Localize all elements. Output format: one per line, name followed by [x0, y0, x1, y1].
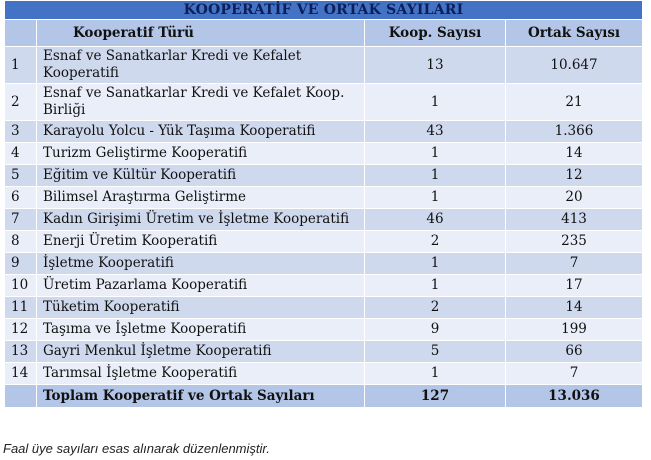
row-members: 10.647 [506, 47, 643, 84]
table-row [5, 121, 643, 143]
row-count: 1 [365, 187, 506, 209]
row-index: 9 [5, 253, 37, 275]
table-row [5, 209, 643, 231]
table-row [5, 253, 643, 275]
table-title: KOOPERATİF VE ORTAK SAYILARI [5, 1, 643, 20]
row-count: 1 [365, 275, 506, 297]
row-index: 1 [5, 47, 37, 84]
row-count: 5 [365, 341, 506, 363]
row-count: 1 [365, 84, 506, 121]
row-type: Taşıma ve İşletme Kooperatifi [37, 319, 365, 341]
row-type: Eğitim ve Kültür Kooperatifi [37, 165, 365, 187]
row-count: 13 [365, 47, 506, 84]
row-members: 12 [506, 165, 643, 187]
row-members: 7 [506, 363, 643, 385]
row-count: 9 [365, 319, 506, 341]
row-index: 14 [5, 363, 37, 385]
table-row [5, 47, 643, 84]
table-row [5, 341, 643, 363]
header-cooperative-type: Kooperatif Türü [37, 20, 365, 47]
row-count: 1 [365, 165, 506, 187]
header-index [5, 20, 37, 47]
row-members: 20 [506, 187, 643, 209]
table-row [5, 275, 643, 297]
row-index: 6 [5, 187, 37, 209]
row-type: Enerji Üretim Kooperatifi [37, 231, 365, 253]
total-count: 127 [365, 385, 506, 408]
table-header-row [5, 20, 643, 47]
row-index: 4 [5, 143, 37, 165]
row-members: 66 [506, 341, 643, 363]
row-members: 21 [506, 84, 643, 121]
row-type: Turizm Geliştirme Kooperatifi [37, 143, 365, 165]
row-type: Tüketim Kooperatifi [37, 297, 365, 319]
total-label: Toplam Kooperatif ve Ortak Sayıları [37, 385, 365, 408]
header-cooperative-count: Koop. Sayısı [365, 20, 506, 47]
row-type: Gayri Menkul İşletme Kooperatifi [37, 341, 365, 363]
row-count: 46 [365, 209, 506, 231]
row-index: 3 [5, 121, 37, 143]
table-row [5, 231, 643, 253]
row-type: Tarımsal İşletme Kooperatifi [37, 363, 365, 385]
row-members: 17 [506, 275, 643, 297]
table-row [5, 363, 643, 385]
table-row [5, 187, 643, 209]
row-members: 14 [506, 143, 643, 165]
row-members: 413 [506, 209, 643, 231]
row-type: Esnaf ve Sanatkarlar Kredi ve Kefalet Kooperatifi [37, 47, 365, 84]
table-row [5, 165, 643, 187]
table-row [5, 143, 643, 165]
cooperative-table-wrapper [4, 0, 642, 408]
row-index: 11 [5, 297, 37, 319]
table-row [5, 297, 643, 319]
row-index: 2 [5, 84, 37, 121]
row-type: İşletme Kooperatifi [37, 253, 365, 275]
row-members: 199 [506, 319, 643, 341]
row-count: 43 [365, 121, 506, 143]
row-count: 2 [365, 297, 506, 319]
row-type: Üretim Pazarlama Kooperatifi [37, 275, 365, 297]
row-members: 7 [506, 253, 643, 275]
row-index: 7 [5, 209, 37, 231]
row-count: 1 [365, 253, 506, 275]
total-index [5, 385, 37, 408]
table-row [5, 84, 643, 121]
row-members: 1.366 [506, 121, 643, 143]
footnote: Faal üye sayıları esas alınarak düzenlenmiştir. [3, 441, 270, 456]
row-count: 1 [365, 363, 506, 385]
row-type: Karayolu Yolcu - Yük Taşıma Kooperatifi [37, 121, 365, 143]
row-index: 12 [5, 319, 37, 341]
table-body [5, 47, 643, 408]
row-index: 10 [5, 275, 37, 297]
cooperative-table [4, 0, 643, 408]
table-row [5, 319, 643, 341]
row-members: 235 [506, 231, 643, 253]
row-count: 1 [365, 143, 506, 165]
row-index: 13 [5, 341, 37, 363]
row-members: 14 [506, 297, 643, 319]
table-title-row [5, 1, 643, 20]
row-type: Kadın Girişimi Üretim ve İşletme Kooperatifi [37, 209, 365, 231]
total-members: 13.036 [506, 385, 643, 408]
row-count: 2 [365, 231, 506, 253]
row-index: 8 [5, 231, 37, 253]
row-index: 5 [5, 165, 37, 187]
row-type: Bilimsel Araştırma Geliştirme [37, 187, 365, 209]
header-member-count: Ortak Sayısı [506, 20, 643, 47]
row-type: Esnaf ve Sanatkarlar Kredi ve Kefalet Koop. Birliği [37, 84, 365, 121]
total-row [5, 385, 643, 408]
